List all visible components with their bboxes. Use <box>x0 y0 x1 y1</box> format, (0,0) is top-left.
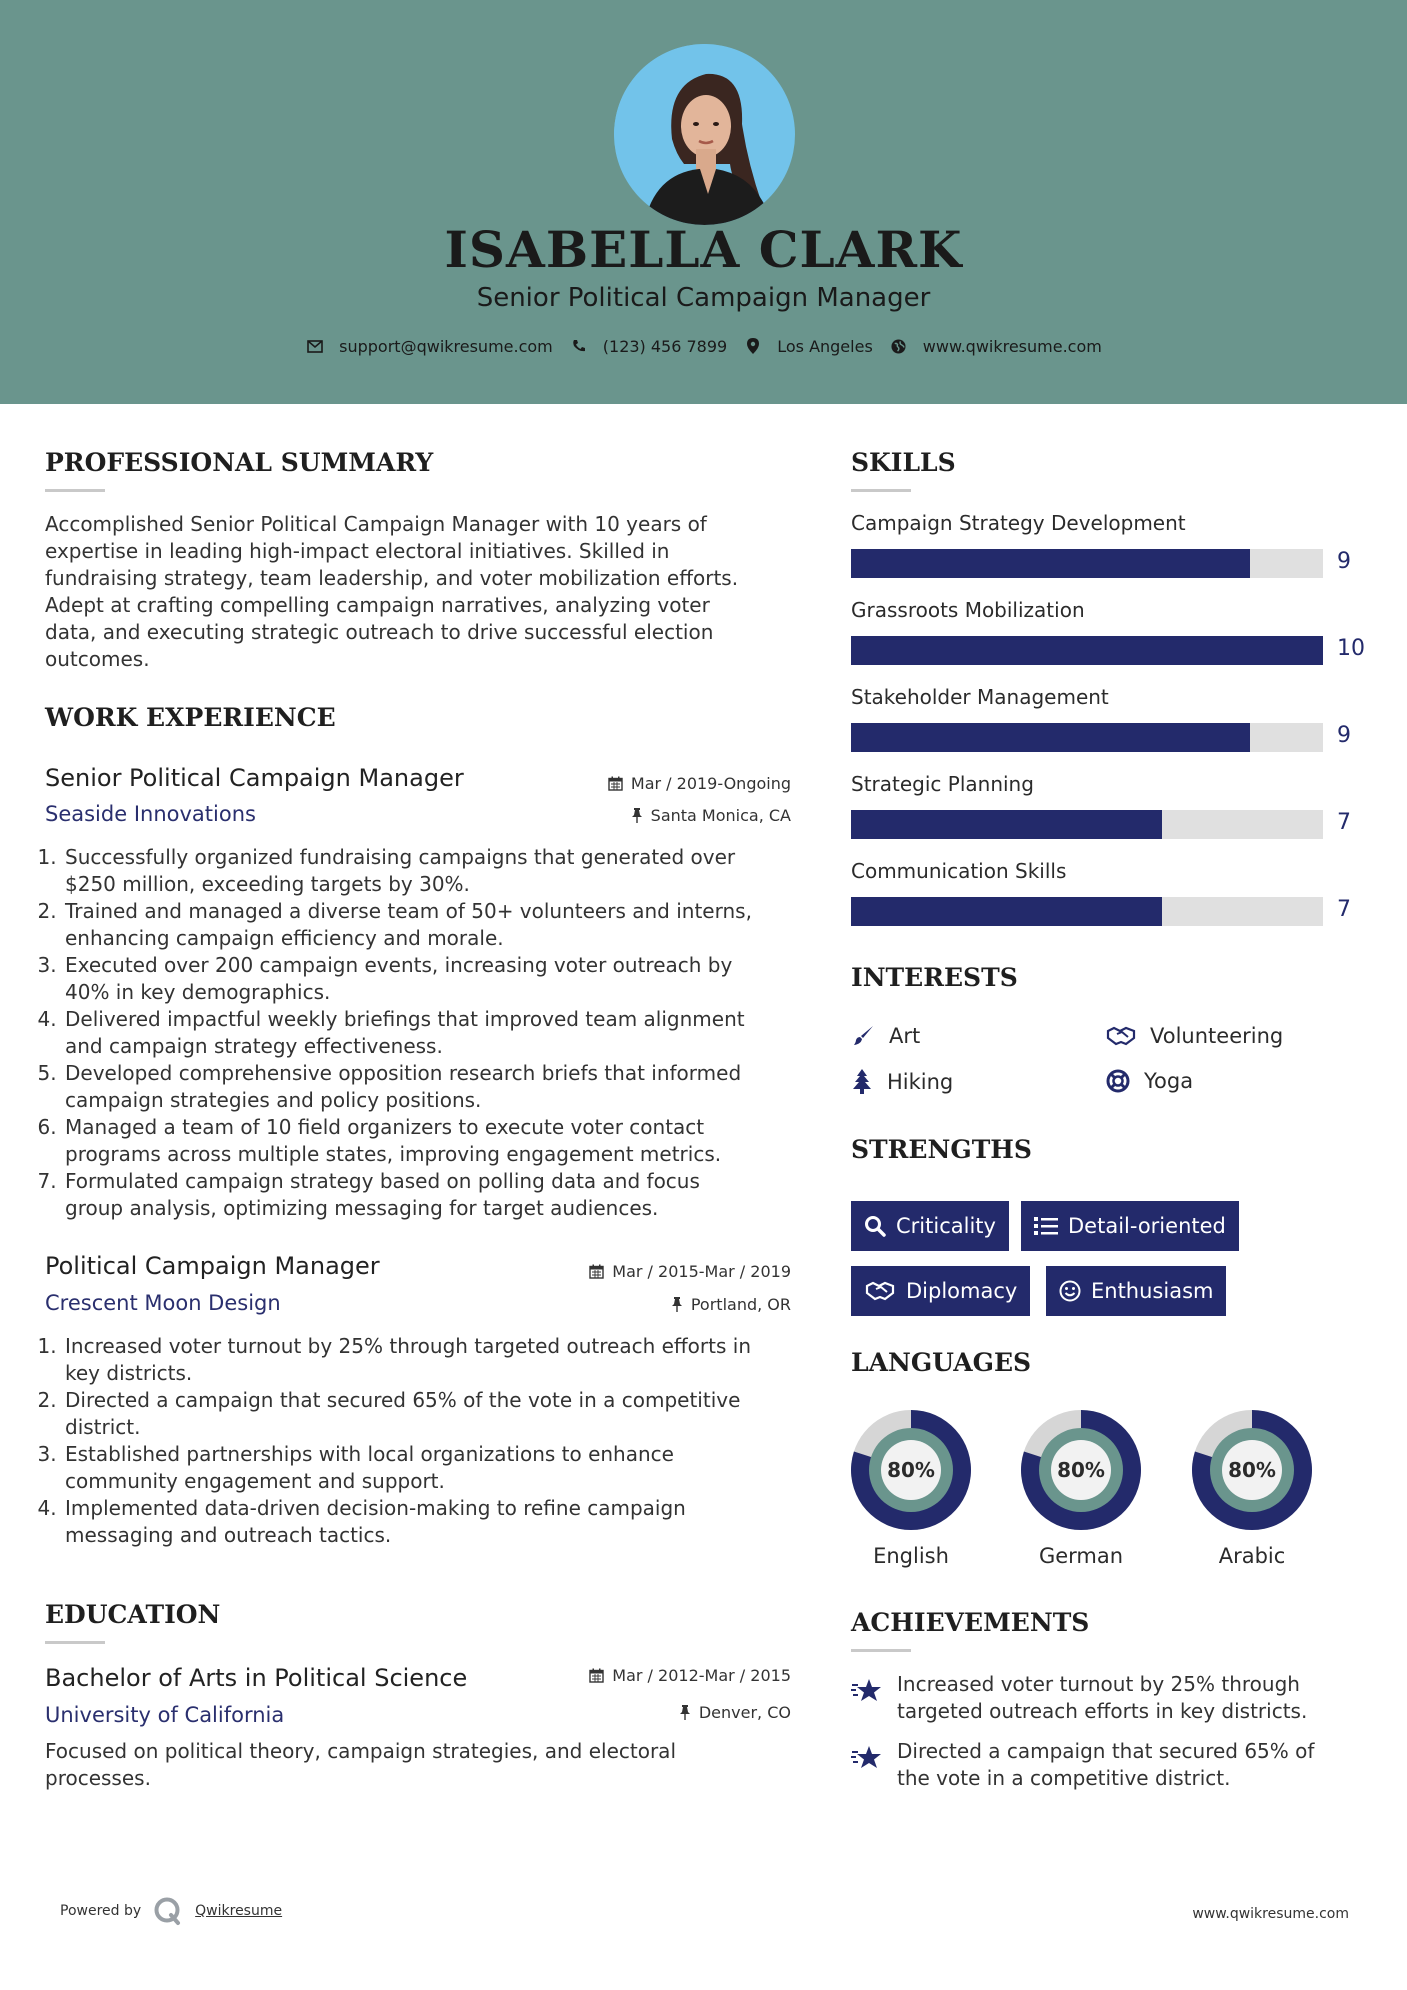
list-item: 2. Directed a campaign that secured 65% of the vote in a competitive district. <box>63 1387 805 1441</box>
summary-heading: PROFESSIONAL SUMMARY <box>45 448 434 477</box>
achievements-rule <box>851 1649 911 1652</box>
lifebuoy-icon <box>1106 1069 1130 1093</box>
resume-header <box>0 0 1407 404</box>
education-dates <box>589 1666 791 1685</box>
skill-label: Communication Skills <box>851 859 1067 883</box>
skill-bar <box>851 723 1323 752</box>
language-label: German <box>1038 1544 1124 1568</box>
education-description <box>45 1738 805 1792</box>
job-dates <box>589 1262 791 1281</box>
contact-email[interactable] <box>305 336 553 356</box>
education-line: Focused on political theory, campaign strategies, and electoral <box>45 1739 676 1763</box>
strength-badge <box>1046 1266 1226 1316</box>
language-ring <box>1021 1410 1141 1530</box>
skill-score: 7 <box>1337 897 1351 922</box>
strength-label: Criticality <box>896 1214 996 1238</box>
school-name[interactable]: University of California <box>45 1703 285 1727</box>
calendar-icon <box>589 1668 604 1683</box>
powered-by-text: Powered by <box>60 1903 142 1919</box>
work-heading: WORK EXPERIENCE <box>45 703 336 732</box>
summary-line: Accomplished Senior Political Campaign Manager with 10 years of <box>45 512 707 536</box>
pin-icon <box>671 1297 683 1312</box>
tree-icon <box>851 1069 873 1095</box>
education-location-text: Denver, CO <box>698 1703 791 1722</box>
powered-by <box>60 1896 282 1926</box>
list-item: 3. Established partnerships with local organizations to enhance community engagement and support. <box>63 1441 805 1495</box>
achievement-line: targeted outreach efforts in key districts. <box>897 1699 1308 1723</box>
job-title: Political Campaign Manager <box>45 1252 380 1280</box>
achievements-heading: ACHIEVEMENTS <box>851 1608 1090 1637</box>
languages-heading: LANGUAGES <box>851 1348 1032 1377</box>
skills-rule <box>851 489 911 492</box>
star-award-icon <box>851 1671 885 1725</box>
skill-score: 9 <box>1337 723 1351 748</box>
interest-label: Art <box>889 1024 921 1048</box>
skill-bar <box>851 636 1323 665</box>
smile-icon <box>1059 1280 1081 1302</box>
job-company[interactable]: Crescent Moon Design <box>45 1291 281 1315</box>
summary-line: data, and executing strategic outreach to drive successful election <box>45 620 714 644</box>
contact-website[interactable] <box>889 336 1102 356</box>
skill-bar-fill <box>851 723 1250 752</box>
list-item: 3. Executed over 200 campaign events, increasing voter outreach by 40% in key demographics. <box>63 952 805 1006</box>
skill-bar <box>851 810 1323 839</box>
education-dates-text: Mar / 2012-Mar / 2015 <box>612 1666 791 1685</box>
education-location <box>679 1703 791 1722</box>
list-item: 4. Delivered impactful weekly briefings that improved team alignment and campaign strategy effectiveness. <box>63 1006 805 1060</box>
list-item: 2. Trained and managed a diverse team of 50+ volunteers and interns, enhancing campaign efficiency and morale. <box>63 898 805 952</box>
skill-label: Campaign Strategy Development <box>851 511 1186 535</box>
list-item: 7. Formulated campaign strategy based on polling data and focus group analysis, optimizing messaging for target audiences. <box>63 1168 805 1222</box>
candidate-title: Senior Political Campaign Manager <box>476 283 931 313</box>
education-rule <box>45 1641 105 1644</box>
skill-bar <box>851 897 1323 926</box>
summary-line: expertise in leading high-impact electoral initiatives. Skilled in <box>45 539 670 563</box>
education-line: processes. <box>45 1766 151 1790</box>
language-label: English <box>873 1544 949 1568</box>
skill-score: 9 <box>1337 549 1351 574</box>
summary-line: fundraising strategy, team leadership, and voter mobilization efforts. <box>45 566 739 590</box>
language-percent: 80% <box>1228 1458 1276 1482</box>
education-heading: EDUCATION <box>45 1600 221 1629</box>
list-item: 1. Increased voter turnout by 25% through targeted outreach efforts in key districts. <box>63 1333 805 1387</box>
degree-title: Bachelor of Arts in Political Science <box>45 1664 468 1692</box>
strengths-heading: STRENGTHS <box>851 1135 1032 1164</box>
job-dates-text: Mar / 2015-Mar / 2019 <box>612 1262 791 1281</box>
qwikresume-link[interactable]: Qwikresume <box>195 1903 283 1919</box>
contact-website-text: www.qwikresume.com <box>922 336 1102 356</box>
list-item: 5. Developed comprehensive opposition research briefs that informed campaign strategies and policy positions. <box>63 1060 805 1114</box>
achievement-item <box>851 1671 1307 1725</box>
contact-email-text: support@qwikresume.com <box>339 336 553 356</box>
job-location-text: Santa Monica, CA <box>650 806 791 825</box>
interest-item <box>851 1024 920 1048</box>
job-location <box>671 1295 791 1314</box>
interest-label: Yoga <box>1144 1069 1194 1093</box>
calendar-icon <box>608 776 623 791</box>
language-ring <box>851 1410 971 1530</box>
strength-label: Detail-oriented <box>1068 1214 1226 1238</box>
list-item: 1. Successfully organized fundraising campaigns that generated over $250 million, exceeding targets by 30%. <box>63 844 805 898</box>
skill-bar-fill <box>851 636 1323 665</box>
search-icon <box>864 1215 886 1237</box>
strength-label: Diplomacy <box>906 1279 1018 1303</box>
language-ring <box>1192 1410 1312 1530</box>
strength-badge <box>851 1201 1009 1251</box>
achievement-line: Directed a campaign that secured 65% of <box>897 1739 1315 1763</box>
handshake-icon <box>1106 1025 1136 1047</box>
calendar-icon <box>589 1264 604 1279</box>
job-bullets <box>45 844 805 1222</box>
summary-text <box>45 511 785 673</box>
language-label: Arabic <box>1218 1544 1286 1568</box>
pin-icon <box>631 808 643 823</box>
contact-phone-text: (123) 456 7899 <box>602 336 728 356</box>
skill-label: Grassroots Mobilization <box>851 598 1085 622</box>
skill-label: Strategic Planning <box>851 772 1034 796</box>
skill-bar <box>851 549 1323 578</box>
footer-website[interactable]: www.qwikresume.com <box>1192 1906 1349 1922</box>
job-dates <box>608 774 791 793</box>
contact-phone[interactable] <box>569 336 727 356</box>
achievement-line: Increased voter turnout by 25% through <box>897 1672 1300 1696</box>
skill-bar-fill <box>851 549 1250 578</box>
interests-heading: INTERESTS <box>851 963 1018 992</box>
interest-item <box>851 1069 953 1095</box>
job-bullets <box>45 1333 805 1549</box>
job-company[interactable]: Seaside Innovations <box>45 802 256 826</box>
languages-chart <box>840 1400 1320 1540</box>
strength-badge <box>1021 1201 1239 1251</box>
summary-line: outcomes. <box>45 647 150 671</box>
contact-bar <box>0 336 1407 356</box>
contact-location-text: Los Angeles <box>777 336 873 356</box>
strength-label: Enthusiasm <box>1091 1279 1214 1303</box>
pin-icon <box>679 1705 691 1720</box>
paintbrush-icon <box>851 1024 875 1048</box>
skills-heading: SKILLS <box>851 448 956 477</box>
list-icon <box>1034 1216 1058 1236</box>
interest-label: Hiking <box>887 1070 954 1094</box>
interest-item <box>1106 1024 1283 1048</box>
language-percent: 80% <box>1057 1458 1105 1482</box>
job-location <box>631 806 791 825</box>
interest-item <box>1106 1069 1193 1093</box>
profile-photo <box>614 44 795 225</box>
skill-score: 7 <box>1337 810 1351 835</box>
phone-icon <box>569 336 589 356</box>
skill-bar-fill <box>851 897 1162 926</box>
language-percent: 80% <box>887 1458 935 1482</box>
achievement-item <box>851 1738 1314 1792</box>
email-icon <box>305 336 325 356</box>
skill-score: 10 <box>1337 636 1365 661</box>
globe-icon <box>889 336 909 356</box>
handshake-icon <box>864 1280 896 1302</box>
skill-bar-fill <box>851 810 1162 839</box>
list-item: 4. Implemented data-driven decision-making to refine campaign messaging and outreach tactics. <box>63 1495 805 1549</box>
contact-location <box>743 336 873 356</box>
skill-label: Stakeholder Management <box>851 685 1109 709</box>
summary-line: Adept at crafting compelling campaign narratives, analyzing voter <box>45 593 710 617</box>
job-title: Senior Political Campaign Manager <box>45 764 464 792</box>
strength-badge <box>851 1266 1030 1316</box>
list-item: 6. Managed a team of 10 field organizers to execute voter contact programs across multiple states, improving engagement metrics. <box>63 1114 805 1168</box>
summary-rule <box>45 489 105 492</box>
star-award-icon <box>851 1738 885 1792</box>
interest-label: Volunteering <box>1150 1024 1284 1048</box>
job-location-text: Portland, OR <box>690 1295 791 1314</box>
job-dates-text: Mar / 2019-Ongoing <box>630 774 791 793</box>
location-icon <box>743 336 763 356</box>
qwikresume-logo-icon <box>153 1896 183 1926</box>
achievement-line: the vote in a competitive district. <box>897 1766 1231 1790</box>
candidate-name: ISABELLA CLARK <box>444 220 963 279</box>
